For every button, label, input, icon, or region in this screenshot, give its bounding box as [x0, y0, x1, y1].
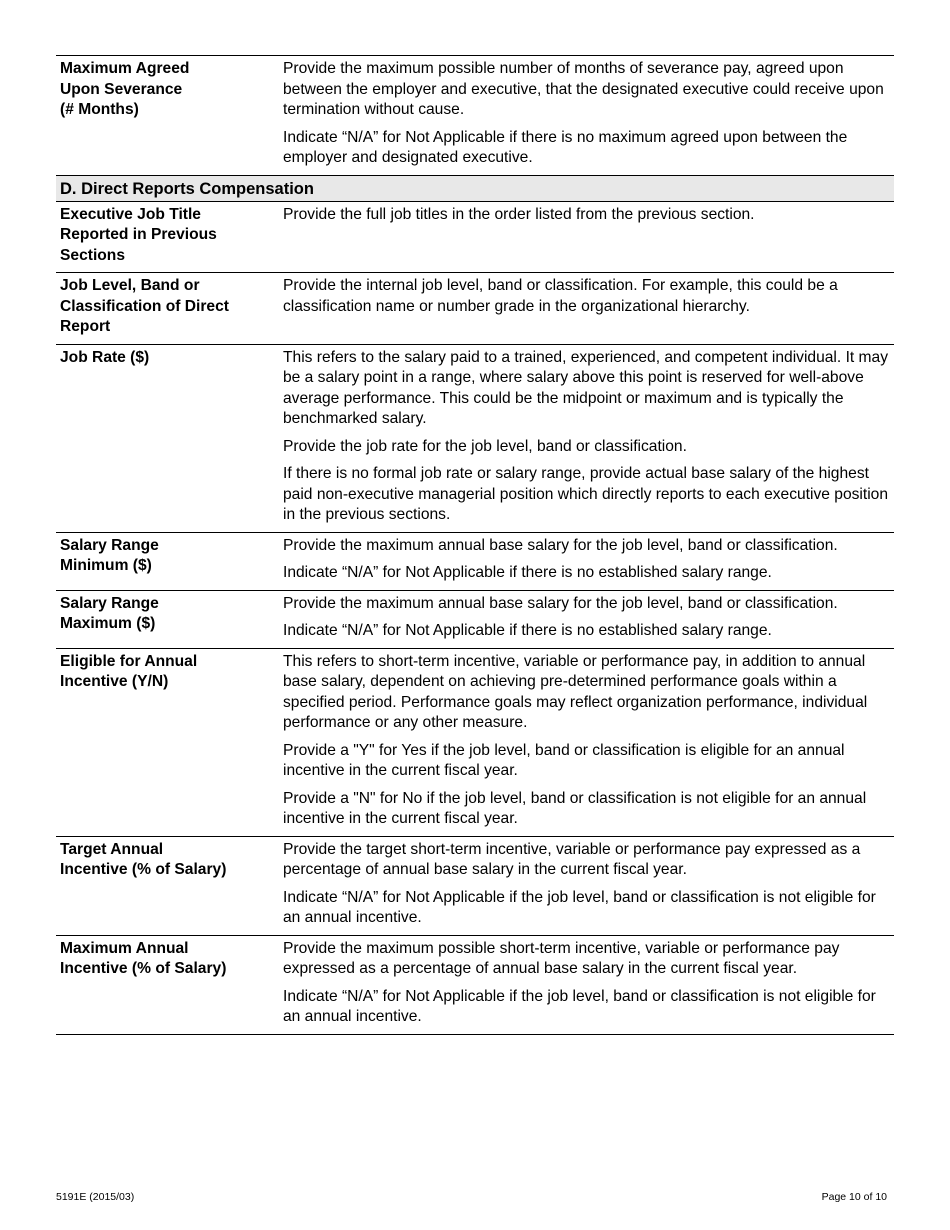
field-label	[56, 273, 279, 345]
description-paragraph: This refers to short-term incentive, variable or performance pay, in addition to annual base salary, dependent on achieving pre-determined performance goals within a specified period. Performance goals may reflect organization performance, individual performance or any other measure.	[283, 652, 868, 731]
form-number: 5191E (2015/03)	[56, 1191, 135, 1203]
table-row	[56, 532, 894, 590]
field-label-text: Eligible for Annual Incentive (Y/N)	[60, 652, 198, 690]
field-label	[56, 935, 279, 1034]
field-description	[279, 56, 894, 176]
description-paragraph: Provide the maximum annual base salary for the job level, band or classification.	[283, 594, 838, 612]
field-label	[56, 590, 279, 648]
field-label-text: Executive Job Title Reported in Previous Sections	[60, 205, 217, 264]
field-description	[279, 648, 894, 836]
field-label-text: Salary Range Maximum ($)	[60, 594, 159, 632]
section-header-row	[56, 175, 894, 201]
field-description	[279, 344, 894, 532]
document-page	[56, 55, 894, 1035]
table-row	[56, 344, 894, 532]
field-label	[56, 836, 279, 935]
section-title: D. Direct Reports Compensation	[56, 175, 894, 201]
field-label-text: Maximum Annual Incentive (% of Salary)	[60, 939, 227, 977]
description-paragraph: Indicate “N/A” for Not Applicable if the job level, band or classification is not eligible for an annual incentive.	[283, 888, 876, 926]
description-paragraph: Provide the full job titles in the order listed from the previous section.	[283, 205, 755, 223]
field-label-text: Job Rate ($)	[60, 348, 150, 366]
description-paragraph: Provide the maximum annual base salary for the job level, band or classification.	[283, 536, 838, 554]
table-row	[56, 201, 894, 273]
description-paragraph: Provide the internal job level, band or classification. For example, this could be a classification name or number grade in the organizational hierarchy.	[283, 277, 838, 315]
field-description	[279, 590, 894, 648]
table-row	[56, 648, 894, 836]
field-label-text: Salary Range Minimum ($)	[60, 536, 159, 574]
description-paragraph: Indicate “N/A” for Not Applicable if the job level, band or classification is not eligible for an annual incentive.	[283, 987, 876, 1025]
field-guide-table	[56, 55, 894, 1035]
description-paragraph: Provide a "N" for No if the job level, band or classification is not eligible for an annual incentive in the current fiscal year.	[283, 789, 867, 827]
table-row	[56, 935, 894, 1034]
rows-top	[56, 56, 894, 202]
description-paragraph: Provide a "Y" for Yes if the job level, band or classification is eligible for an annual incentive in the current fiscal year.	[283, 741, 845, 779]
table-row	[56, 273, 894, 345]
field-label-text: Maximum Agreed Upon Severance (# Months)	[60, 60, 190, 118]
page-number: Page 10 of 10	[821, 1191, 887, 1203]
table-row	[56, 590, 894, 648]
field-label-text: Job Level, Band or Classification of Direct Report	[60, 277, 229, 335]
description-paragraph: Provide the job rate for the job level, band or classification.	[283, 437, 687, 455]
field-description	[279, 532, 894, 590]
field-label	[56, 532, 279, 590]
field-label	[56, 201, 279, 273]
table-row	[56, 56, 894, 176]
field-label	[56, 56, 279, 176]
table-row	[56, 836, 894, 935]
description-paragraph: If there is no formal job rate or salary range, provide actual base salary of the highest paid non-executive managerial position which directly reports to each executive position in the previous sections.	[283, 465, 889, 523]
field-description	[279, 201, 894, 273]
rows-direct-reports	[56, 201, 894, 1034]
field-label	[56, 344, 279, 532]
field-description	[279, 273, 894, 345]
field-label	[56, 648, 279, 836]
field-description	[279, 836, 894, 935]
description-paragraph: This refers to the salary paid to a trained, experienced, and competent individual. It may be a salary point in a range, where salary above this point is reserved for well-above average performance. This could be the midpoint or maximum and is typically the benchmarked salary.	[283, 348, 889, 427]
description-paragraph: Indicate “N/A” for Not Applicable if there is no maximum agreed upon between the employer and designated executive.	[283, 128, 848, 166]
description-paragraph: Provide the target short-term incentive, variable or performance pay expressed as a percentage of annual base salary in the current fiscal year.	[283, 840, 861, 878]
description-paragraph: Provide the maximum possible short-term incentive, variable or performance pay expressed as a percentage of annual base salary in the current fiscal year.	[283, 939, 840, 977]
field-label-text: Target Annual Incentive (% of Salary)	[60, 840, 227, 878]
description-paragraph: Indicate “N/A” for Not Applicable if there is no established salary range.	[283, 622, 772, 639]
description-paragraph: Provide the maximum possible number of months of severance pay, agreed upon between the employer and executive, that the designated executive could receive upon termination without cause.	[283, 60, 884, 118]
description-paragraph: Indicate “N/A” for Not Applicable if there is no established salary range.	[283, 564, 772, 581]
field-description	[279, 935, 894, 1034]
